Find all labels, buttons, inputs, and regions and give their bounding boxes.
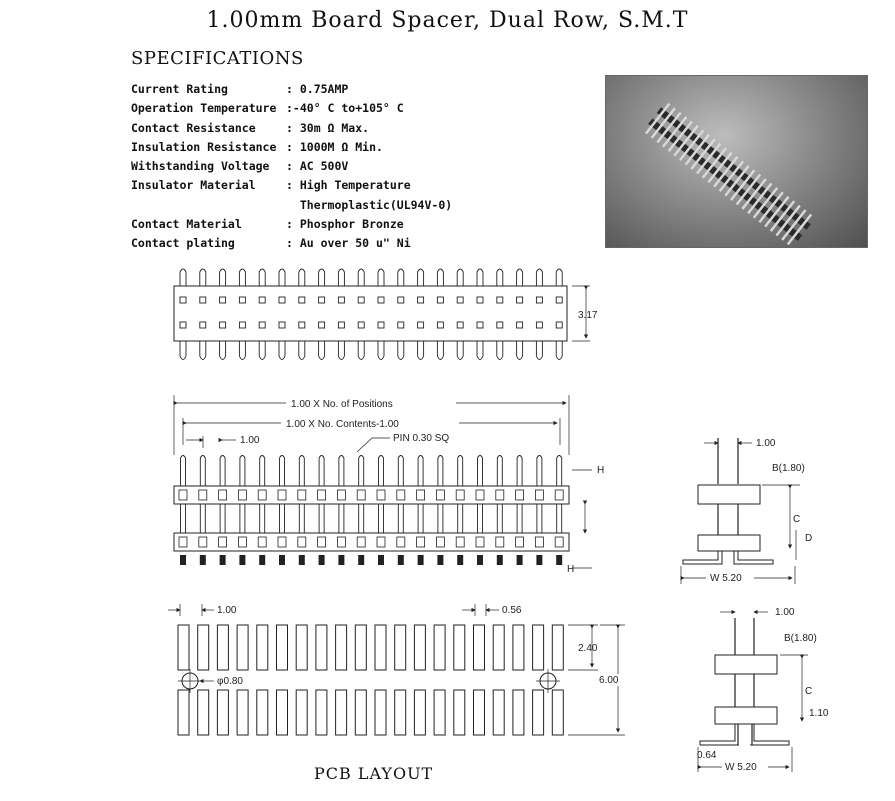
end1-pitch-label: 1.00 (756, 438, 776, 449)
side-pin (260, 456, 265, 487)
top-pin-lower (536, 341, 542, 360)
side-pin (478, 456, 483, 487)
spec-value: : 0.75AMP (286, 82, 349, 96)
pcb-layout-view (168, 604, 630, 735)
top-pin-lower (200, 341, 206, 360)
side-pin-window (535, 490, 543, 500)
side-pin-window (357, 490, 365, 500)
end2-b-label: B(1.80) (784, 633, 817, 644)
side-pin-window (337, 537, 345, 547)
side-pin-foot (200, 555, 206, 565)
side-pin (517, 456, 522, 487)
side-pin-foot (220, 555, 226, 565)
side-pin-window (555, 490, 563, 500)
top-pin-contact (398, 297, 404, 303)
top-pin-lower (358, 341, 364, 360)
side-pin-window (535, 537, 543, 547)
top-pin-contact (259, 297, 265, 303)
pcb-pad-upper (355, 625, 366, 670)
top-pin-lower (180, 341, 186, 360)
pcb-pad-length-label: 2.40 (578, 643, 598, 654)
side-pin-window (337, 490, 345, 500)
pcb-pitch-label: 1.00 (217, 605, 237, 616)
side-pin-foot (259, 555, 265, 565)
pcb-pad-upper (513, 625, 524, 670)
top-pin-contact (200, 322, 206, 328)
side-pin-window (456, 537, 464, 547)
side-pin-window (436, 490, 444, 500)
side-pin-window (238, 490, 246, 500)
pcb-pad-lower (178, 690, 189, 735)
top-pin-upper (378, 269, 384, 286)
top-pin-upper (220, 269, 226, 286)
top-pin-upper (180, 269, 186, 286)
spec-key: Contact Material (131, 217, 242, 232)
end2-c-label: C (805, 686, 813, 697)
top-pin-lower (338, 341, 344, 360)
spec-value: : 1000M Ω Min. (286, 139, 383, 154)
top-pin-contact (497, 297, 503, 303)
top-height-label: 3.17 (578, 310, 598, 321)
top-pin-upper (299, 269, 305, 286)
side-pin (280, 456, 285, 487)
spec-value: : Au over 50 u" Ni (286, 236, 411, 251)
pcb-pad-lower (395, 690, 406, 735)
top-pin-contact (378, 297, 384, 303)
top-pin-lower (457, 341, 463, 360)
side-pin-window (555, 537, 563, 547)
top-pin-contact (536, 322, 542, 328)
pcb-pad-upper (198, 625, 209, 670)
top-pin-upper (279, 269, 285, 286)
side-pin-foot (398, 555, 404, 565)
top-pin-upper (517, 269, 523, 286)
pcb-pad-lower (217, 690, 228, 735)
pcb-pad-upper (493, 625, 504, 670)
side-pin-foot (457, 555, 463, 565)
side-pin (339, 456, 344, 487)
specifications-heading: SPECIFICATIONS (131, 48, 304, 69)
side-pin-window (179, 537, 187, 547)
pcb-pad-upper (395, 625, 406, 670)
top-pin-contact (279, 322, 285, 328)
pcb-pad-lower (198, 690, 209, 735)
side-pin-foot (279, 555, 285, 565)
end1-b-label: B(1.80) (772, 463, 805, 474)
side-pin-window (238, 537, 246, 547)
pcb-pad-upper (316, 625, 327, 670)
top-pin-lower (279, 341, 285, 360)
spec-key: Current Rating (131, 82, 228, 96)
side-pin-window (179, 490, 187, 500)
side-pin-window (397, 490, 405, 500)
end1-c-label: C (793, 514, 801, 525)
top-pin-contact (477, 297, 483, 303)
top-pin-upper (437, 269, 443, 286)
side-pin (319, 456, 324, 487)
side-pin-window (417, 490, 425, 500)
top-pin-contact (418, 297, 424, 303)
side-pin-window (318, 490, 326, 500)
side-pin (418, 456, 423, 487)
pcb-pad-upper (375, 625, 386, 670)
side-pin (181, 456, 186, 487)
side-pin (220, 456, 225, 487)
pcb-pad-lower (474, 690, 485, 735)
pcb-pad-upper (533, 625, 544, 670)
pcb-pad-upper (296, 625, 307, 670)
top-pin-upper (239, 269, 245, 286)
side-h-label-top: H (597, 465, 605, 476)
end-view-2 (697, 607, 829, 773)
pcb-pad-upper (336, 625, 347, 670)
top-pin-lower (299, 341, 305, 360)
pcb-pad-lower (257, 690, 268, 735)
positions-label: 1.00 X No. of Positions (291, 399, 393, 410)
top-pin-contact (180, 322, 186, 328)
top-pin-contact (200, 297, 206, 303)
top-pin-lower (319, 341, 325, 360)
side-pin-window (199, 490, 207, 500)
side-pin (379, 456, 384, 487)
side-pin-foot (239, 555, 245, 565)
side-pin-foot (299, 555, 305, 565)
top-pin-lower (517, 341, 523, 360)
side-h-label-bottom: H (567, 564, 575, 575)
top-pin-lower (220, 341, 226, 360)
top-pin-contact (319, 322, 325, 328)
end2-w-label: W 5.20 (725, 762, 757, 773)
top-pin-upper (477, 269, 483, 286)
pcb-pad-lower (493, 690, 504, 735)
top-pin-upper (319, 269, 325, 286)
top-pin-lower (378, 341, 384, 360)
pcb-total-label: 6.00 (599, 675, 619, 686)
pcb-pad-upper (217, 625, 228, 670)
side-pin-window (516, 490, 524, 500)
pcb-pad-upper (454, 625, 465, 670)
side-view (174, 395, 604, 575)
side-pin (240, 456, 245, 487)
pcb-pad-upper (434, 625, 445, 670)
side-pin-window (318, 537, 326, 547)
side-pin-window (278, 490, 286, 500)
pcb-pad-lower (336, 690, 347, 735)
top-pin-contact (299, 297, 305, 303)
top-pin-contact (239, 297, 245, 303)
contents-label: 1.00 X No. Contents-1.00 (286, 419, 399, 430)
side-pin-window (377, 490, 385, 500)
pcb-pad-lower (454, 690, 465, 735)
pcb-pad-lower (277, 690, 288, 735)
pin-label: PIN 0.30 SQ (393, 433, 450, 444)
top-pin-upper (556, 269, 562, 286)
spec-value: :-40° C to+105° C (286, 101, 404, 116)
top-view (174, 269, 598, 360)
top-pin-contact (437, 297, 443, 303)
side-pin-foot (497, 555, 503, 565)
spec-key: Insulation Resistance (131, 139, 277, 154)
pcb-layout-label: PCB LAYOUT (314, 764, 434, 783)
top-pin-contact (457, 297, 463, 303)
side-pin (537, 456, 542, 487)
top-pin-contact (220, 297, 226, 303)
spec-key: Contact Resistance (131, 120, 256, 135)
side-pin-window (417, 537, 425, 547)
top-pin-lower (477, 341, 483, 360)
pcb-pad-lower (552, 690, 563, 735)
pcb-pad-upper (474, 625, 485, 670)
top-pin-upper (536, 269, 542, 286)
side-pitch-label: 1.00 (240, 435, 260, 446)
pcb-pad-width-label: 0.56 (502, 605, 522, 616)
side-pin-window (476, 490, 484, 500)
side-pin-window (199, 537, 207, 547)
top-pin-contact (299, 322, 305, 328)
side-pin-window (298, 490, 306, 500)
spec-key: Operation Temperature (131, 101, 277, 116)
side-pin-foot (180, 555, 186, 565)
side-pin-window (436, 537, 444, 547)
pcb-pad-lower (316, 690, 327, 735)
end2-foot-label: 0.64 (697, 750, 717, 761)
top-pin-contact (358, 297, 364, 303)
side-pin (398, 456, 403, 487)
page-title: 1.00mm Board Spacer, Dual Row, S.M.T (206, 8, 689, 33)
side-pin-foot (517, 555, 523, 565)
side-pin-window (496, 490, 504, 500)
side-pin-foot (437, 555, 443, 565)
top-pin-upper (338, 269, 344, 286)
pcb-pad-upper (237, 625, 248, 670)
pcb-pad-lower (296, 690, 307, 735)
top-pin-contact (556, 322, 562, 328)
spec-value: : Phosphor Bronze (286, 217, 404, 232)
side-pin (497, 456, 502, 487)
side-pin-foot (338, 555, 344, 565)
top-pin-upper (418, 269, 424, 286)
side-pin-window (258, 490, 266, 500)
side-pin-foot (418, 555, 424, 565)
pcb-pad-lower (533, 690, 544, 735)
side-pin-foot (536, 555, 542, 565)
side-pin-window (298, 537, 306, 547)
top-pin-upper (398, 269, 404, 286)
top-pin-upper (358, 269, 364, 286)
pcb-pad-upper (552, 625, 563, 670)
pcb-pad-lower (434, 690, 445, 735)
side-pin (458, 456, 463, 487)
side-pin (557, 456, 562, 487)
top-pin-contact (517, 322, 523, 328)
side-pin (359, 456, 364, 487)
side-pin-window (476, 537, 484, 547)
side-pin-window (496, 537, 504, 547)
top-pin-contact (457, 322, 463, 328)
top-pin-lower (239, 341, 245, 360)
top-pin-contact (556, 297, 562, 303)
side-pin-foot (378, 555, 384, 565)
pcb-pad-lower (375, 690, 386, 735)
end2-pitch-label: 1.00 (775, 607, 795, 618)
pcb-pad-upper (414, 625, 425, 670)
pcb-pad-lower (237, 690, 248, 735)
side-pin (299, 456, 304, 487)
top-pin-contact (259, 322, 265, 328)
side-pin (438, 456, 443, 487)
top-pin-lower (398, 341, 404, 360)
top-pin-lower (259, 341, 265, 360)
top-pin-contact (279, 297, 285, 303)
spec-key: Insulator Material (131, 178, 256, 193)
side-pin-window (397, 537, 405, 547)
top-pin-contact (536, 297, 542, 303)
top-pin-lower (418, 341, 424, 360)
pcb-pad-upper (277, 625, 288, 670)
side-pin-window (377, 537, 385, 547)
top-pin-contact (338, 297, 344, 303)
side-pin-window (516, 537, 524, 547)
spec-value: : High Temperature (286, 178, 411, 193)
side-pin-window (219, 537, 227, 547)
pcb-pad-lower (414, 690, 425, 735)
side-pin-foot (319, 555, 325, 565)
top-pin-lower (437, 341, 443, 360)
pcb-pad-upper (178, 625, 189, 670)
top-pin-upper (200, 269, 206, 286)
side-pin-window (278, 537, 286, 547)
top-pin-lower (497, 341, 503, 360)
top-pin-contact (180, 297, 186, 303)
top-pin-contact (319, 297, 325, 303)
top-pin-contact (358, 322, 364, 328)
side-pin (200, 456, 205, 487)
top-pin-contact (378, 322, 384, 328)
side-pin-foot (358, 555, 364, 565)
top-pin-contact (220, 322, 226, 328)
top-pin-upper (497, 269, 503, 286)
top-pin-contact (338, 322, 344, 328)
top-pin-contact (418, 322, 424, 328)
top-pin-upper (457, 269, 463, 286)
top-pin-contact (398, 322, 404, 328)
top-pin-contact (517, 297, 523, 303)
end1-d-label: D (805, 533, 813, 544)
end1-w-label: W 5.20 (710, 573, 742, 584)
pcb-pad-upper (257, 625, 268, 670)
top-pin-contact (239, 322, 245, 328)
side-pin-window (456, 490, 464, 500)
spec-key: Withstanding Voltage (131, 159, 270, 174)
top-pin-contact (497, 322, 503, 328)
top-pin-lower (556, 341, 562, 360)
side-pin-window (219, 490, 227, 500)
spec-value: Thermoplastic(UL94V-0) (286, 197, 453, 212)
top-pin-upper (259, 269, 265, 286)
end-view-1 (681, 438, 812, 584)
side-pin-window (258, 537, 266, 547)
pcb-hole-label: φ0.80 (217, 676, 243, 687)
top-pin-contact (437, 322, 443, 328)
end2-e-label: 1.10 (809, 708, 829, 719)
pcb-pad-lower (513, 690, 524, 735)
pcb-pad-lower (355, 690, 366, 735)
spec-value: : 30m Ω Max. (286, 120, 370, 135)
side-pin-foot (556, 555, 562, 565)
side-pin-foot (477, 555, 483, 565)
spec-key: Contact plating (131, 236, 235, 251)
spec-value: : AC 500V (286, 159, 349, 174)
top-pin-contact (477, 322, 483, 328)
side-pin-window (357, 537, 365, 547)
